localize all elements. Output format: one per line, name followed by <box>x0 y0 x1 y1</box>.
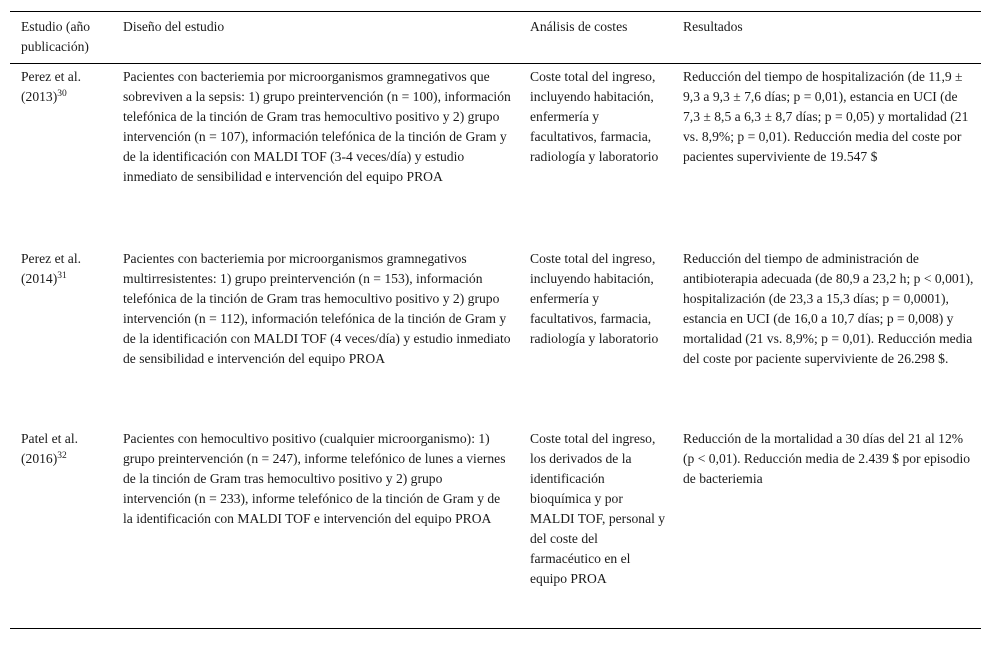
reference-number: 31 <box>57 271 67 281</box>
header-study: Estudio (año publicación) <box>21 19 91 54</box>
cost-analysis-cell: Coste total del ingreso, incluyendo habitación, enfermería y facultativos, farmacia, radiología y laboratorio <box>530 251 659 346</box>
table-header-row <box>10 12 981 64</box>
study-cell <box>10 428 112 628</box>
design-cell: Pacientes con bacteriemia por microorganismos gramnegativos que sobreviven a la sepsis: 1) grupo preintervención (n = 100), información telefónica de la tinción de Gram tras hemocultivo positivo y 2) grupo intervención (n = 107), información telefónica de la tinción de Gram y de la identificación con MALDI TOF (3-4 veces/día) y estudio inmediato de sensibilidad e intervención del equipo PROA <box>123 69 511 184</box>
cost-analysis-cell: Coste total del ingreso, incluyendo habitación, enfermería y facultativos, farmacia, radiología y laboratorio <box>530 69 659 164</box>
study-cell <box>10 66 112 248</box>
results-cell: Reducción de la mortalidad a 30 días del 21 al 12% (p < 0,01). Reducción media de 2.439 $ por episodio de bacteriemia <box>683 431 971 486</box>
reference-number: 30 <box>57 89 67 99</box>
results-cell: Reducción del tiempo de administración de antibioterapia adecuada (de 80,9 a 23,2 h; p < 0,001), hospitalización (de 23,3 a 15,3 días; p = 0,0001), estancia en UCI (de 16,0 a 10,7 días; p = 0,008) y mortalidad (21 vs. 8,9%; p = 0,01). Reducción media del coste por paciente superviviente de 26.298 $. <box>683 251 974 366</box>
study-label: Patel et al. (2016) <box>21 431 78 466</box>
results-cell: Reducción del tiempo de hospitalización (de 11,9 ± 9,3 a 9,3 ± 7,6 días; p = 0,01), estancia en UCI (de 7,3 ± 8,5 a 6,3 ± 8,7 días; p = 0,05) y mortalidad (21 vs. 8,9%; p = 0,01). Reducción media del coste por pacientes superviviente de 19.547 $ <box>683 69 969 164</box>
study-label: Perez et al. (2014) <box>21 251 82 286</box>
study-label: Perez et al. (2013) <box>21 69 82 104</box>
table-row <box>10 428 981 628</box>
table-row <box>10 248 981 428</box>
header-cost-analysis: Análisis de costes <box>530 19 628 34</box>
header-results: Resultados <box>683 19 743 34</box>
studies-table <box>10 11 981 629</box>
design-cell: Pacientes con bacteriemia por microorganismos gramnegativos multirresistentes: 1) grupo preintervención (n = 153), información telefónica de la tinción de Gram tras hemocultivo positivo y 2) grupo intervención (n = 112), información telefónica de la tinción de Gram y de la identificación con MALDI TOF (4 veces/día) y estudio inmediato de sensibilidad e intervención del equipo PROA <box>123 251 511 366</box>
study-cell <box>10 248 112 428</box>
header-design: Diseño del estudio <box>123 19 225 34</box>
design-cell: Pacientes con hemocultivo positivo (cualquier microorganismo): 1) grupo preintervención (n = 247), informe telefónico de lunes a viernes de la tinción de Gram tras hemocultivo positivo y 2) grupo intervención (n = 233), informe telefónico de la tinción de Gram y de la identificación con MALDI TOF e intervención del equipo PROA <box>123 431 506 526</box>
reference-number: 32 <box>57 451 67 461</box>
cost-analysis-cell: Coste total del ingreso, los derivados de la identificación bioquímica y por MALDI TOF, personal y del coste del farmacéutico en el equipo PROA <box>530 431 666 586</box>
table-row <box>10 64 981 248</box>
